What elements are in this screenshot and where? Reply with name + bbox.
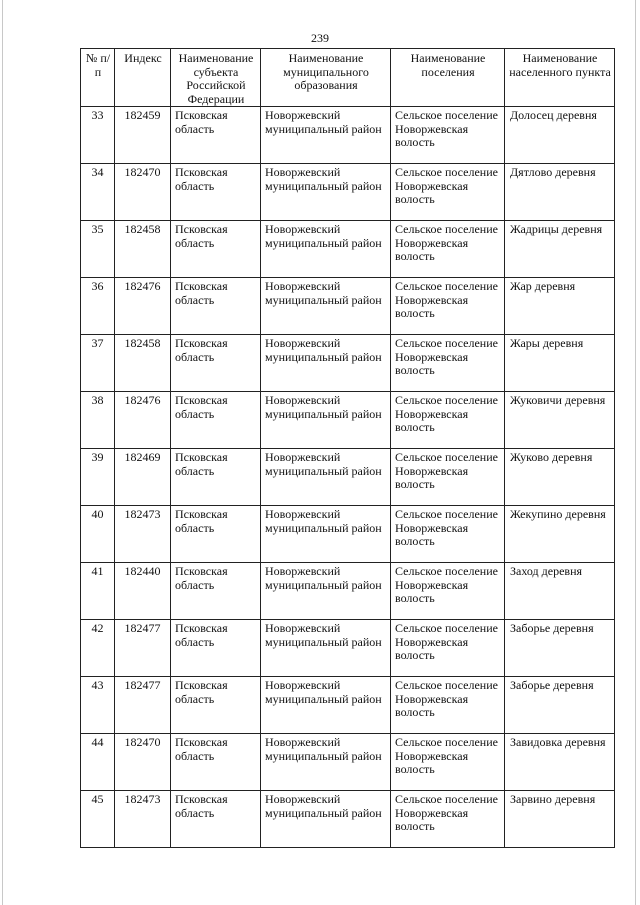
cell-locality: Жар деревня [505, 278, 615, 335]
scan-edge-line [2, 0, 3, 905]
cell-locality: Жуковичи деревня [505, 392, 615, 449]
header-locality: Наименование населенного пункта [505, 49, 615, 107]
cell-number: 44 [81, 734, 115, 791]
cell-index: 182458 [115, 335, 171, 392]
cell-subject: Псковская область [171, 734, 261, 791]
cell-subject: Псковская область [171, 449, 261, 506]
header-settlement: Наименование поселения [391, 49, 505, 107]
table-row [81, 734, 615, 791]
cell-index: 182473 [115, 506, 171, 563]
table-row [81, 392, 615, 449]
cell-index: 182477 [115, 620, 171, 677]
cell-index: 182473 [115, 791, 171, 848]
cell-number: 42 [81, 620, 115, 677]
cell-number: 43 [81, 677, 115, 734]
cell-number: 38 [81, 392, 115, 449]
cell-locality: Жуково деревня [505, 449, 615, 506]
cell-number: 41 [81, 563, 115, 620]
cell-subject: Псковская область [171, 164, 261, 221]
cell-number: 45 [81, 791, 115, 848]
cell-subject: Псковская область [171, 278, 261, 335]
table-row [81, 791, 615, 848]
table-row [81, 506, 615, 563]
cell-subject: Псковская область [171, 335, 261, 392]
cell-index: 182469 [115, 449, 171, 506]
cell-subject: Псковская область [171, 791, 261, 848]
cell-index: 182476 [115, 278, 171, 335]
cell-locality: Дятлово деревня [505, 164, 615, 221]
cell-subject: Псковская область [171, 506, 261, 563]
cell-index: 182458 [115, 221, 171, 278]
scan-edge-line [635, 0, 636, 905]
cell-index: 182459 [115, 107, 171, 164]
table-row [81, 278, 615, 335]
cell-index: 182477 [115, 677, 171, 734]
header-index: Индекс [115, 49, 171, 107]
cell-municipality: Новоржевский муниципальный район [261, 392, 391, 449]
cell-municipality: Новоржевский муниципальный район [261, 677, 391, 734]
cell-municipality: Новоржевский муниципальный район [261, 278, 391, 335]
cell-settlement: Сельское поселение Новоржевская волость [391, 734, 505, 791]
cell-locality: Заход деревня [505, 563, 615, 620]
header-subject: Наименование субъекта Российской Федерации [171, 49, 261, 107]
cell-index: 182470 [115, 164, 171, 221]
cell-locality: Жары деревня [505, 335, 615, 392]
table-row [81, 620, 615, 677]
cell-settlement: Сельское поселение Новоржевская волость [391, 392, 505, 449]
cell-settlement: Сельское поселение Новоржевская волость [391, 164, 505, 221]
cell-locality: Долосец деревня [505, 107, 615, 164]
cell-locality: Зарвино деревня [505, 791, 615, 848]
cell-settlement: Сельское поселение Новоржевская волость [391, 563, 505, 620]
cell-index: 182476 [115, 392, 171, 449]
cell-municipality: Новоржевский муниципальный район [261, 563, 391, 620]
cell-subject: Псковская область [171, 677, 261, 734]
cell-locality: Заборье деревня [505, 677, 615, 734]
cell-settlement: Сельское поселение Новоржевская волость [391, 620, 505, 677]
cell-municipality: Новоржевский муниципальный район [261, 791, 391, 848]
cell-number: 36 [81, 278, 115, 335]
cell-municipality: Новоржевский муниципальный район [261, 506, 391, 563]
cell-settlement: Сельское поселение Новоржевская волость [391, 107, 505, 164]
cell-municipality: Новоржевский муниципальный район [261, 335, 391, 392]
cell-settlement: Сельское поселение Новоржевская волость [391, 335, 505, 392]
cell-index: 182440 [115, 563, 171, 620]
cell-municipality: Новоржевский муниципальный район [261, 221, 391, 278]
header-number: № п/п [81, 49, 115, 107]
table-row [81, 164, 615, 221]
cell-settlement: Сельское поселение Новоржевская волость [391, 506, 505, 563]
cell-municipality: Новоржевский муниципальный район [261, 107, 391, 164]
table-row [81, 677, 615, 734]
page-number: 239 [311, 31, 329, 45]
cell-number: 34 [81, 164, 115, 221]
header-municipality: Наименование муниципального образования [261, 49, 391, 107]
cell-number: 37 [81, 335, 115, 392]
cell-municipality: Новоржевский муниципальный район [261, 164, 391, 221]
cell-subject: Псковская область [171, 563, 261, 620]
cell-settlement: Сельское поселение Новоржевская волость [391, 677, 505, 734]
table-header-row [81, 49, 615, 107]
cell-municipality: Новоржевский муниципальный район [261, 449, 391, 506]
cell-municipality: Новоржевский муниципальный район [261, 734, 391, 791]
table-row [81, 221, 615, 278]
cell-settlement: Сельское поселение Новоржевская волость [391, 791, 505, 848]
table-body [81, 107, 615, 848]
cell-index: 182470 [115, 734, 171, 791]
cell-municipality: Новоржевский муниципальный район [261, 620, 391, 677]
cell-settlement: Сельское поселение Новоржевская волость [391, 449, 505, 506]
localities-table [80, 48, 615, 848]
cell-subject: Псковская область [171, 392, 261, 449]
table-row [81, 107, 615, 164]
cell-subject: Псковская область [171, 620, 261, 677]
cell-subject: Псковская область [171, 221, 261, 278]
cell-number: 35 [81, 221, 115, 278]
cell-settlement: Сельское поселение Новоржевская волость [391, 278, 505, 335]
cell-number: 39 [81, 449, 115, 506]
cell-number: 33 [81, 107, 115, 164]
table-row [81, 563, 615, 620]
cell-locality: Жекупино деревня [505, 506, 615, 563]
table-row [81, 335, 615, 392]
cell-locality: Жадрицы деревня [505, 221, 615, 278]
cell-locality: Заборье деревня [505, 620, 615, 677]
table-row [81, 449, 615, 506]
cell-locality: Завидовка деревня [505, 734, 615, 791]
cell-settlement: Сельское поселение Новоржевская волость [391, 221, 505, 278]
cell-number: 40 [81, 506, 115, 563]
cell-subject: Псковская область [171, 107, 261, 164]
